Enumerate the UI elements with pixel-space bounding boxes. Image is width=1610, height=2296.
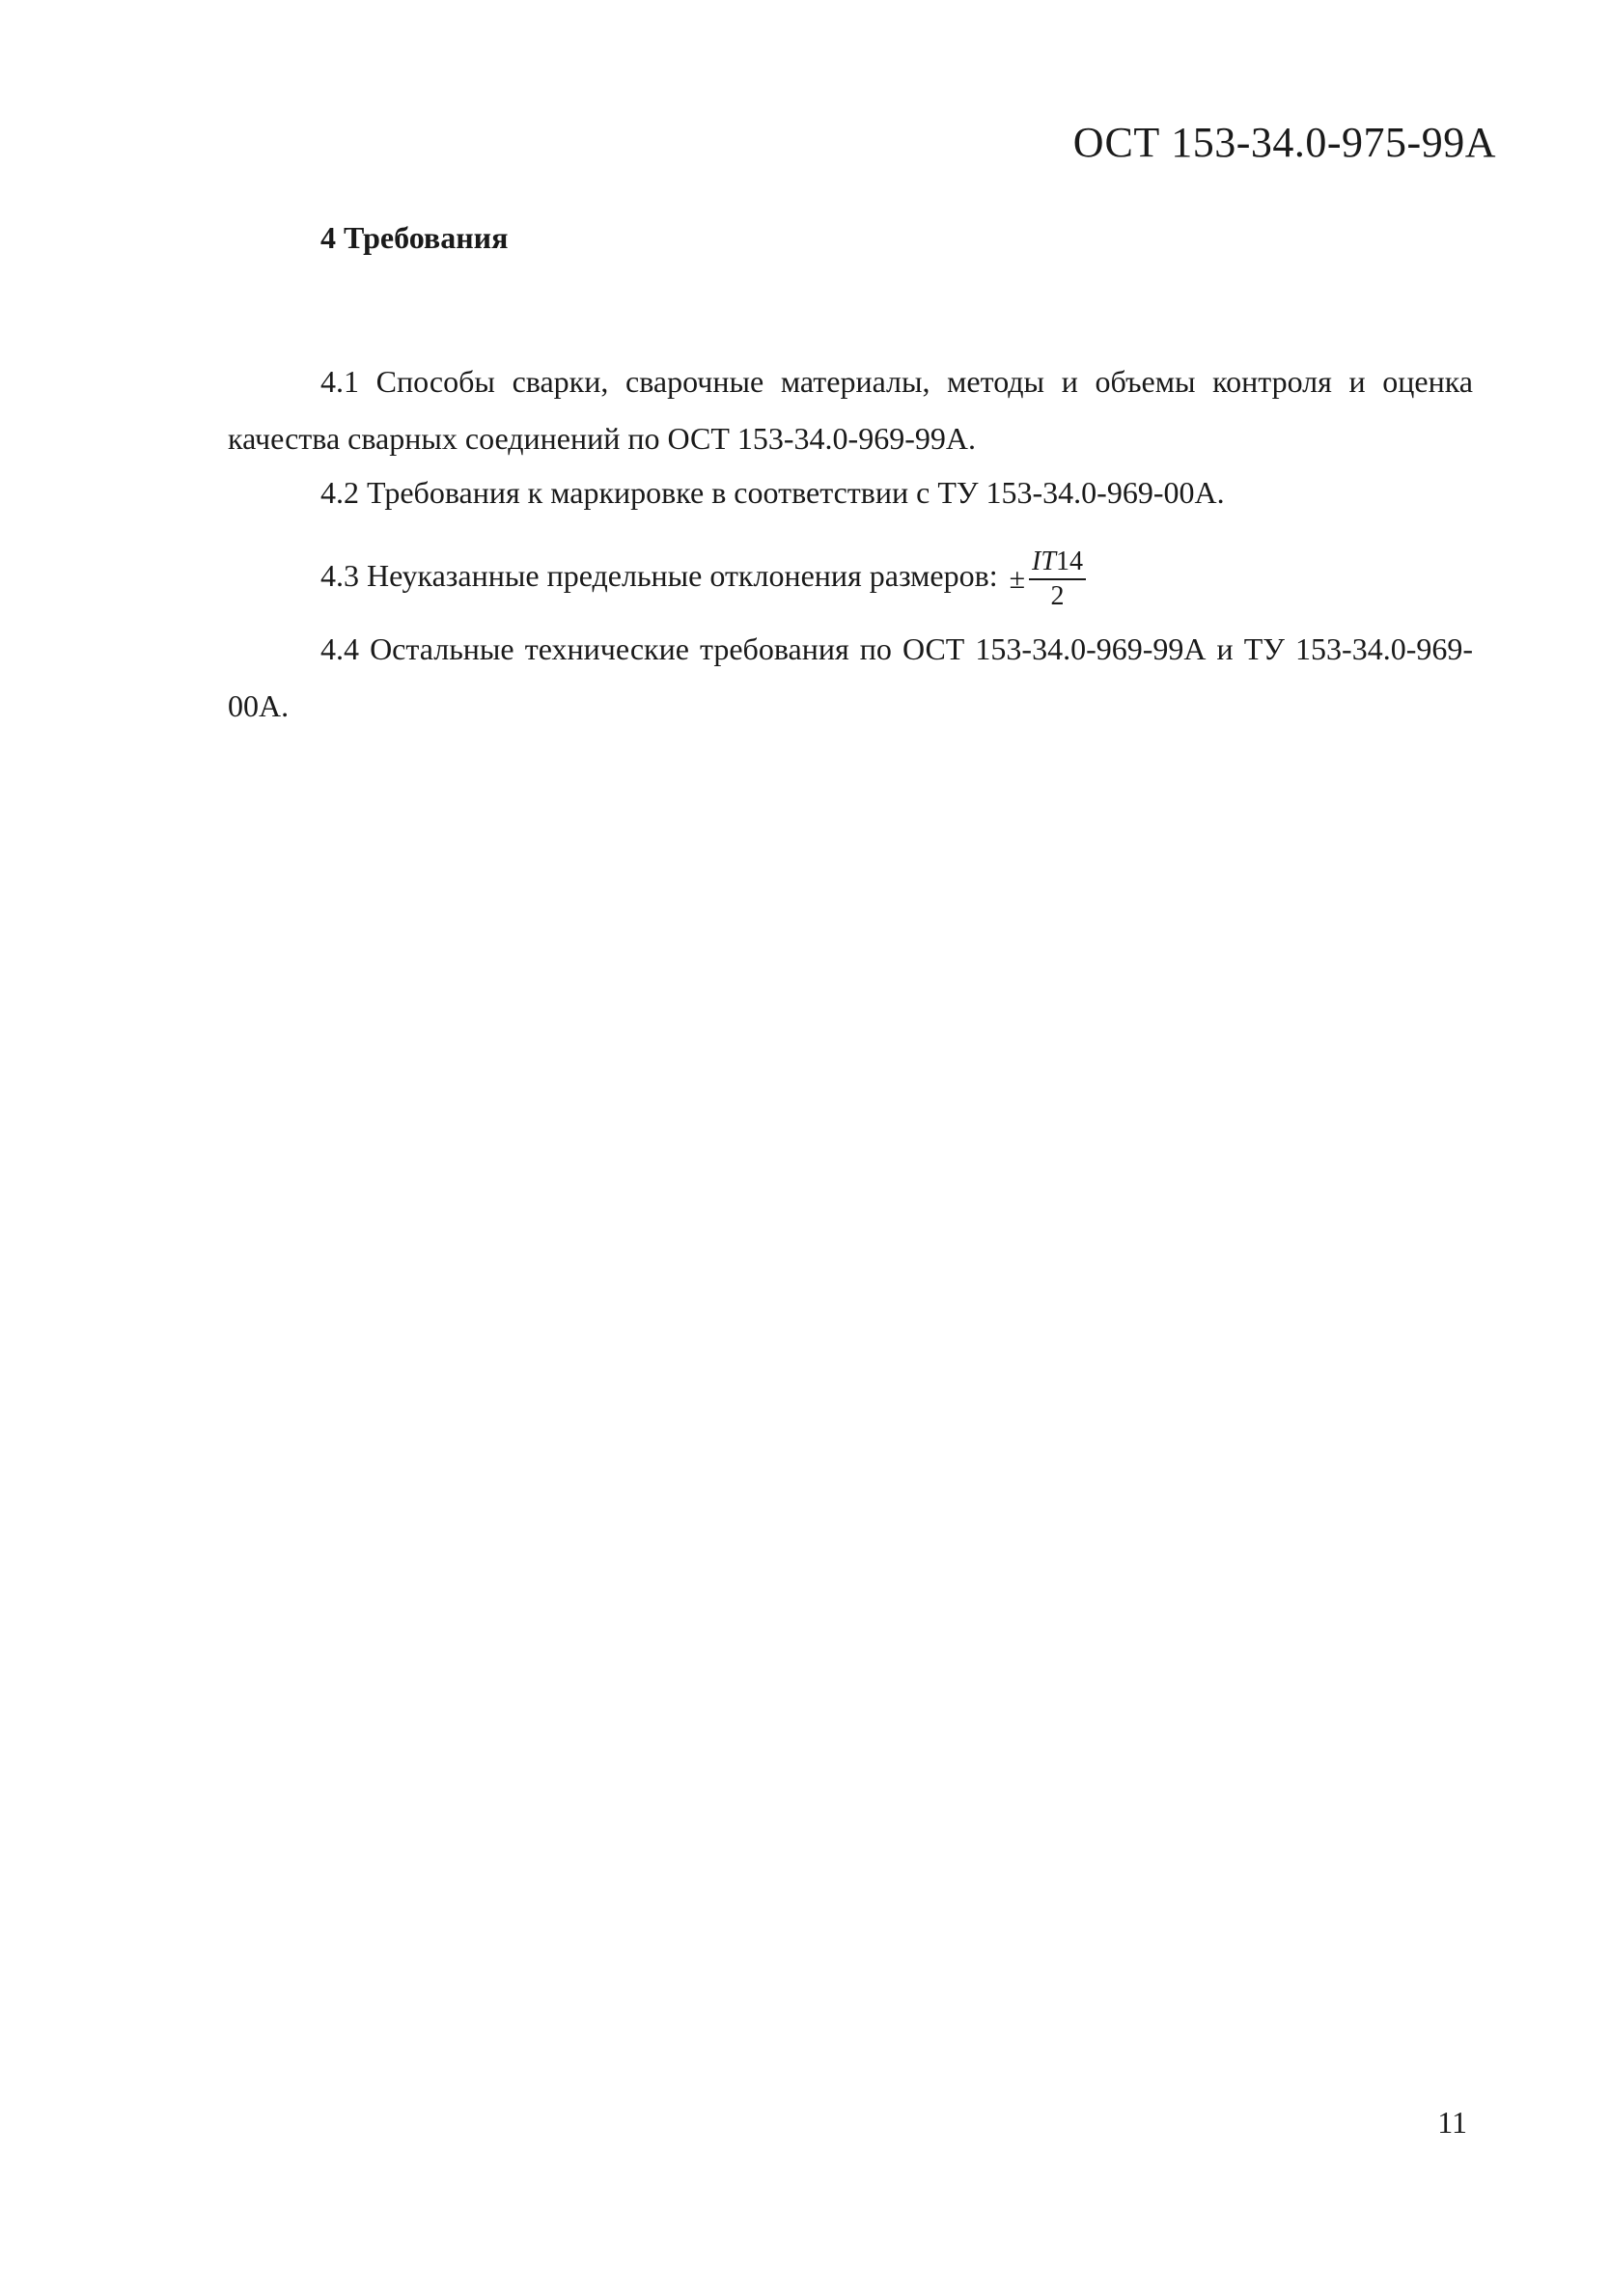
paragraph-text: 4.4 Остальные технические требования по ОСТ 153-34.0-969-99А и ТУ 153-34.0-969-00А. [228,631,1473,723]
paragraph-text: 4.3 Неуказанные предельные отклонения размеров: [320,558,998,593]
numerator-number: 14 [1055,546,1083,577]
paragraph-4-2 [228,464,1473,521]
tolerance-formula [1010,547,1086,610]
paragraph-4-3 [228,547,1473,610]
numerator-variable: IT [1032,546,1056,577]
paragraph-4-1 [228,353,1473,467]
fraction-denominator: 2 [1050,580,1065,611]
fraction-numerator [1029,547,1086,579]
fraction [1029,547,1086,610]
document-code: ОСТ 153-34.0-975-99А [1072,119,1496,166]
paragraph-text: 4.1 Способы сварки, сварочные материалы, методы и объемы контроля и оценка качества сварных соединений по ОСТ 153-34.0-969-99А. [228,364,1473,456]
paragraph-4-4 [228,621,1473,735]
plus-minus-sign: ± [1009,563,1026,596]
section-title: 4 Требования [320,220,509,255]
paragraph-text: 4.2 Требования к маркировке в соответствии с ТУ 153-34.0-969-00А. [320,475,1225,510]
page-number: 11 [1437,2105,1467,2140]
